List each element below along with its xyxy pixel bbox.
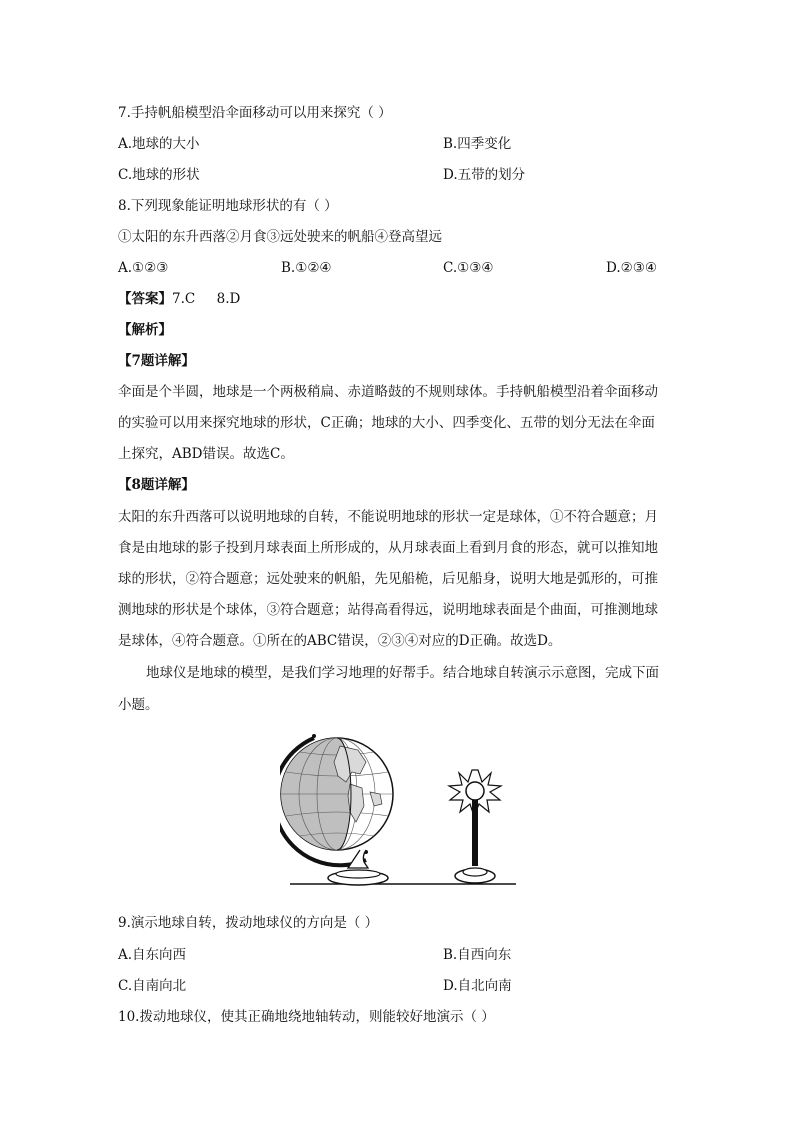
q8-detail-line: 太阳的东升西落可以说明地球的自转，不能说明地球的形状一定是球体，①不符合题意；月 bbox=[118, 509, 658, 525]
answer-row bbox=[118, 290, 240, 308]
q8-detail-line: 测地球的形状是个球体，③符合题意；站得高看得远，说明地球表面是个曲面，可推测地球 bbox=[118, 602, 658, 618]
q8-detail-line: 食是由地球的影子投到月球表面上所形成的，从月球表面上看到月食的形态，就可以推知地 bbox=[118, 540, 658, 556]
analysis-label: 【解析】 bbox=[118, 322, 172, 338]
q8-option-c: C.①③④ bbox=[443, 260, 494, 276]
q8-option-b: B.①②④ bbox=[281, 260, 332, 276]
lamp-pole bbox=[472, 800, 478, 866]
sun-bulb bbox=[466, 782, 484, 800]
q10-stem: 10.拨动地球仪，使其正确地绕地轴转动，则能较好地演示（ ） bbox=[118, 1009, 495, 1025]
globe-rotation-figure bbox=[280, 722, 520, 890]
q8-detail-line: 是球体，④符合题意。①所在的ABC错误，②③④对应的D正确。故选D。 bbox=[118, 633, 562, 649]
q7-detail-label: 【7题详解】 bbox=[118, 353, 195, 369]
answer-text: 7.C 8.D bbox=[172, 291, 241, 307]
q9-option-c: C.自南向北 bbox=[118, 978, 187, 994]
q9-option-d: D.自北向南 bbox=[443, 978, 512, 994]
intro-line: 小题。 bbox=[118, 697, 159, 713]
q9-stem: 9.演示地球自转，拨动地球仪的方向是（ ） bbox=[118, 915, 379, 931]
q9-option-b: B.自西向东 bbox=[443, 947, 512, 963]
q7-option-a: A.地球的大小 bbox=[118, 136, 200, 152]
q7-option-c: C.地球的形状 bbox=[118, 167, 200, 183]
q9-option-a: A.自东向西 bbox=[118, 947, 187, 963]
q7-option-d: D.五带的划分 bbox=[443, 167, 526, 183]
globe-icon bbox=[280, 734, 393, 885]
q7-option-b: B.四季变化 bbox=[443, 136, 512, 152]
answer-label: 【答案】 bbox=[118, 291, 172, 307]
q7-detail-line: 的实验可以用来探究地球的形状，C正确；地球的大小、四季变化、五带的划分无法在伞面 bbox=[118, 415, 655, 431]
q8-stem: 8.下列现象能证明地球形状的有（ ） bbox=[118, 198, 338, 214]
sun-lamp-icon bbox=[449, 770, 501, 883]
q8-detail-line: 球的形状，②符合题意；远处驶来的帆船，先见船桅，后见船身，说明大地是弧形的，可推 bbox=[118, 571, 658, 587]
q8-phenomena: ①太阳的东升西落②月食③远处驶来的帆船④登高望远 bbox=[118, 229, 442, 245]
q7-stem: 7.手持帆船模型沿伞面移动可以用来探究（ ） bbox=[118, 105, 392, 121]
q8-detail-label: 【8题详解】 bbox=[118, 477, 195, 493]
q8-option-d: D.②③④ bbox=[606, 260, 657, 276]
q7-detail-line: 伞面是个半圆，地球是一个两极稍扁、赤道略鼓的不规则球体。手持帆船模型沿着伞面移动 bbox=[118, 384, 658, 400]
q7-detail-line: 上探究，ABD错误。故选C。 bbox=[118, 446, 294, 462]
intro-line: 地球仪是地球的模型，是我们学习地理的好帮手。结合地球自转演示示意图，完成下面 bbox=[146, 665, 659, 681]
q8-option-a: A.①②③ bbox=[118, 260, 169, 276]
